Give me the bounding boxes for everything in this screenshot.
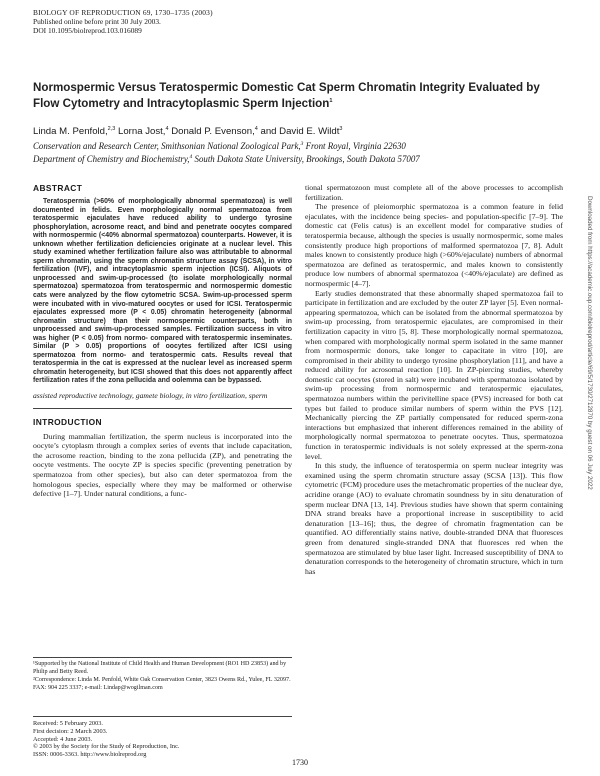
paper-title	[33, 80, 553, 111]
journal-citation: BIOLOGY OF REPRODUCTION 69, 1730–1735 (2003)	[33, 8, 213, 17]
accepted-date: Accepted: 4 June 2003.	[33, 735, 93, 743]
paper-title-text: Normospermic Versus Teratospermic Domestic Cat Sperm Chromatin Integrity Evaluated by Flow Cytometry and Intracytoplasmic Sperm Injection	[33, 81, 540, 110]
author-sup: 2,3	[107, 125, 116, 132]
affiliation-sup: 3	[300, 141, 304, 148]
affiliation-location: South Dakota State University, Brookings, South Dakota 57007	[194, 153, 420, 164]
page-number: 1730	[292, 758, 308, 767]
publication-date: Published online before print 30 July 2003.	[33, 17, 161, 27]
keywords: assisted reproductive technology, gamete biology, in vitro fertilization, sperm	[33, 391, 268, 401]
author-wildt: and David E. Wildt	[260, 126, 340, 137]
journal-header	[33, 8, 553, 36]
publication-history	[33, 716, 292, 759]
affiliation-text: Conservation and Research Center, Smithsonian National Zoological Park,	[33, 141, 301, 151]
affiliation-sdsu	[33, 153, 563, 166]
author-penfold: Linda M. Penfold,	[33, 126, 108, 137]
copyright: © 2003 by the Society for the Study of Reproduction, Inc.	[33, 743, 180, 751]
abstract-text: Teratospermia (>60% of morphologically abnormal spermatozoa) is well documented in felids. Even morphologically normal spermatozoa from teratospermic ejaculates have reduced ability to undergo tyrosine phosphorylation, acrosome react, and bind and penetrate oocytes compared with normospermic (<40% abnormal spermatozoa) counterparts. However, it is unknown whether fertilization deficiencies originate at a nuclear level. This study examined whether fertilization failure also was attributable to abnormal sperm chromatin, using the sperm chromatin structure assay (SCSA), in vitro fertilization (IVF), and intracytoplasmic sperm injection (ICSI). Aliquots of unprocessed and swim-up-processed (to isolate morphologically normal spermatozoa) spermatozoa from teratospermic and normospermic domestic cats were analyzed by the flow cytometric SCSA. Swim-up-processed sperm were incubated with in vivo-matured oocytes or used for ICSI. Teratospermic ejaculates expressed more (P < 0.05) chromatin heterogeneity (abnormal chromatin structure) than their normospermic counterparts, both in unprocessed and swim-up-processed samples. Fertilization success in vitro was higher (P < 0.05) from normo- compared with teratospermic inseminates. Similar (P > 0.05) proportions of oocytes fertilized after ICSI using spermatozoa from normo- and teratospermic cats. Results reveal that teratospermia in the cat is expressed at the nuclear level as increased sperm chromatin heterogeneity, but ICSI showed that this does not apparently affect fertilization rates if the zona pellucida and oolemma can be bypassed.	[33, 198, 292, 385]
introduction-paragraph: During mammalian fertilization, the sperm nucleus is incorporated into the oocyte’s cytoplasm through a complex series of events that include capacitation, the acrosome reaction, binding to the zona pellucida (ZP), and penetrating the oocyte vestments. The oocyte ZP is species specific (preventing penetration by spermatozoa from other species), but also can deter spermatozoa from the homologous species, especially where they may be malformed or otherwise defective [1–7]. Under natural conditions, a func-	[33, 431, 292, 499]
body-paragraph: The presence of pleiomorphic spermatozoa is a common feature in felid ejaculates, with the incidence being species- and population-specific [7–9]. The domestic cat (Felis catus) is an excellent model for comparative studies of teratospermia because, although the species is usually normospermic, some males consistently produce high proportions of malformed spermatozoa [7, 8]. Adult males known to consistently produce high (>60%/ejaculate) numbers of abnormal spermatozoa are defined as teratospermic, and males known to consistently produce low numbers of abnormal spermatozoa (<40%/ejaculate) are defined as normospermic [4–7].	[305, 202, 563, 288]
affiliation-text: Department of Chemistry and Biochemistry,	[33, 153, 190, 164]
footnote-correspondence: ²Correspondence: Linda M. Penfold, White Oak Conservation Center, 3823 Owens Rd., Yulee, FL 32097. FAX: 904 225 3337; e-mail: Lindap@wogilman.com	[33, 677, 291, 691]
affiliation-location: Front Royal, Virginia 22630	[305, 141, 406, 151]
affiliations	[33, 140, 563, 165]
author-sup: 4	[165, 125, 169, 132]
author-jost: Lorna Jost,	[118, 126, 166, 137]
footnotes	[33, 657, 292, 693]
footnote-funding: ¹Supported by the National Institute of Child Health and Human Development (RO1 HD 23853) and by Philip and Betty Reed.	[33, 661, 287, 675]
author-list	[33, 126, 553, 137]
author-sup: 3	[339, 125, 343, 132]
download-watermark-text[interactable]: Downloaded from https://academic.oup.com/biolreprod/article/69/5/1730/2712870 by guest on 06 July 2022	[586, 196, 593, 490]
body-paragraph: In this study, the influence of teratospermia on sperm nuclear integrity was examined using the sperm chromatin structure assay (SCSA [13]). This flow cytometric (FCM) procedure uses the metachromatic properties of the nuclear dye, acridine orange (AO) to evaluate chromatin soundness by in situ denaturation of sperm nuclear DNA [13, 14]. Previous studies have shown that sperm containing DNA strand breaks have a proportional increase in susceptibility to acid denaturation [13–16]; thus, the degree of chromatin fragmentation can be quantified. AO differentially stains native, double-stranded DNA that fluoresces green from denatured single-stranded DNA that fluoresces red when the spermatozoa are stimulated by blue laser light. Increased susceptibility of DNA to denaturation corresponds to the heterogeneity of chromatin structure, which in turn has	[305, 461, 563, 576]
affiliation-sup: 4	[189, 153, 193, 160]
abstract-heading: ABSTRACT	[33, 183, 83, 193]
right-column	[305, 183, 563, 576]
author-evenson: Donald P. Evenson,	[171, 126, 255, 137]
received-date: Received: 5 February 2003.	[33, 720, 103, 727]
issn: ISSN: 0006-3363. http://www.biolreprod.org	[33, 751, 147, 759]
abstract-divider	[33, 408, 292, 409]
doi: DOI 10.1095/biolreprod.103.016089	[33, 26, 142, 36]
first-decision-date: First decision: 2 March 2003.	[33, 727, 108, 735]
author-sup: 4	[254, 125, 258, 132]
download-watermark	[584, 196, 594, 586]
body-paragraph: tional spermatozoon must complete all of the above processes to accomplish fertilization.	[305, 183, 563, 202]
body-paragraph: Early studies demonstrated that these abnormally shaped spermatozoa fail to participate in fertilization and are excluded by the outer ZP layer [5]. Even normal-appearing spermatozoa, which can be isolated from the abnormal spermatozoa by swim-up processing, from teratospermic ejaculates, are compromised in their fertilization capacity in vitro [5, 8]. These morphologically normal spermatozoa, when compared with morphologically normal sperm isolated in the same manner from normospermic donors, take longer to capacitate in vitro [10], are compromised in their ability to undergo tyrosine phosphorylation [11], and have a reduced ability for acrosomal reaction [10]. In ZP-piercing studies, whereby domestic cat oocytes (stored in salt) were incubated with spermatozoa isolated by swim-up processing from normospermic and teratospermic ejaculates, spermatozoa numbers within the perivitelline space (PVS) increased for both cat types but failed to produce similar numbers of sperm within the PVS [12]. Mechanically piercing the ZP partially compensated for reduced sperm-zona interactions but emphasized that inherent differences remained in the ability of morphologically normal spermatozoa to penetrate oocytes. Thus, spermatozoa function in teratospermic individuals is not solely expressed at the sperm-zona level.	[305, 288, 563, 461]
affiliation-smithsonian	[33, 140, 563, 153]
introduction-heading: INTRODUCTION	[33, 416, 103, 427]
left-column	[33, 183, 292, 499]
title-footnote-mark: 1	[329, 97, 333, 104]
